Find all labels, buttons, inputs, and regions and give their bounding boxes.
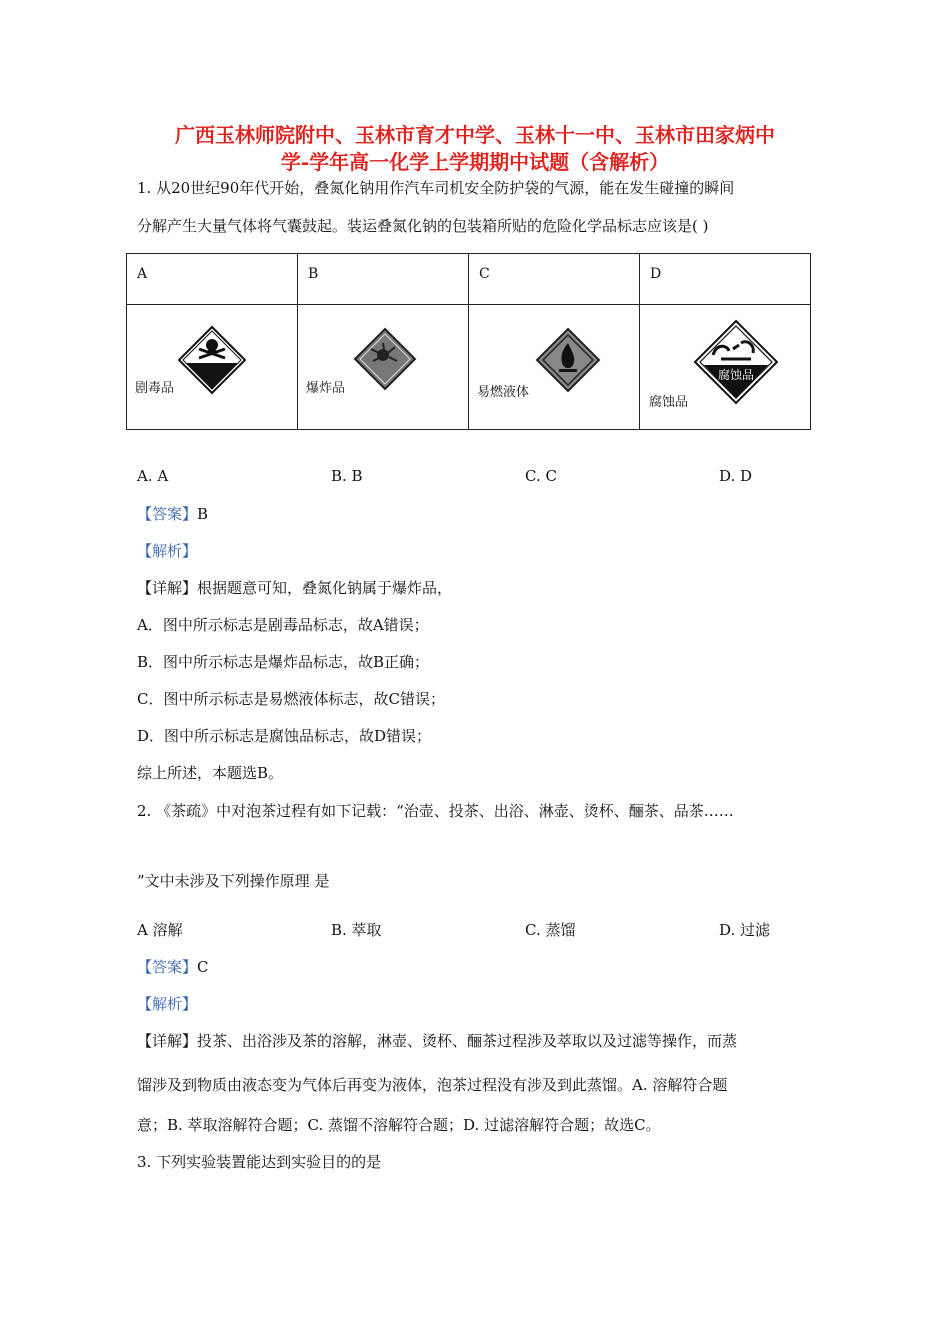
table-header-cell bbox=[640, 254, 811, 305]
header-label-a: A bbox=[137, 266, 148, 282]
answer-value: B bbox=[197, 505, 209, 523]
explosive-hazard-icon bbox=[353, 327, 417, 391]
sign-caption-a: 剧毒品 bbox=[135, 381, 175, 396]
detail-tag: 【详解】 bbox=[137, 1032, 198, 1050]
answer-tag: 【答案】 bbox=[137, 505, 198, 523]
title-line-1: 广西玉林师院附中、玉林市育才中学、玉林十一中、玉林市田家炳中 bbox=[175, 123, 775, 147]
sign-cell-c bbox=[469, 305, 640, 430]
flammable-hazard-icon bbox=[535, 327, 601, 393]
header-label-b: B bbox=[308, 266, 319, 282]
q1-conclusion: 综上所述，本题选B。 bbox=[137, 764, 284, 782]
q1-answer bbox=[137, 503, 208, 524]
header-label-c: C bbox=[479, 266, 490, 282]
table-header-cell bbox=[469, 254, 640, 305]
q2-choice-b: B. 萃取 bbox=[331, 921, 382, 939]
q2-analysis-tag: 【解析】 bbox=[137, 995, 198, 1013]
q1-choice-c: C. C bbox=[525, 467, 557, 485]
q2-choice-d: D. 过滤 bbox=[719, 921, 771, 939]
sign-cell-d bbox=[640, 305, 811, 430]
q2-choice-c: C. 蒸馏 bbox=[525, 921, 576, 939]
sign-cell-a bbox=[127, 305, 298, 430]
answer-tag: 【答案】 bbox=[137, 958, 198, 976]
answer-value: C bbox=[197, 958, 209, 976]
q2-answer bbox=[137, 956, 209, 977]
q1-choice-d: D. D bbox=[719, 467, 753, 485]
q1-explain-c: C．图中所示标志是易燃液体标志，故C错误； bbox=[137, 690, 445, 708]
toxic-hazard-icon bbox=[177, 325, 247, 395]
corrosive-sign-text: 腐蚀品 bbox=[717, 368, 755, 382]
q1-stem-line-2: 分解产生大量气体将气囊鼓起。装运叠氮化钠的包装箱所贴的危险化学品标志应该是( ) bbox=[137, 217, 709, 235]
q2-choice-a: A 溶解 bbox=[137, 921, 183, 939]
sign-cell-b bbox=[298, 305, 469, 430]
sign-caption-c: 易燃液体 bbox=[477, 385, 530, 400]
table-header-cell bbox=[127, 254, 298, 305]
q1-explain-b: B．图中所示标志是爆炸品标志，故B正确； bbox=[137, 653, 430, 671]
detail-text: 投茶、出浴涉及茶的溶解，淋壶、烫杯、酾茶过程涉及萃取以及过滤等操作，而蒸 bbox=[197, 1032, 738, 1050]
q2-stem-line-2: ”文中未涉及下列操作原理 是 bbox=[137, 872, 330, 890]
sign-caption-b: 爆炸品 bbox=[306, 381, 346, 396]
q2-detail-line-2: 馏涉及到物质由液态变为气体后再变为液体，泡茶过程没有涉及到此蒸馏。A. 溶解符合题 bbox=[137, 1076, 728, 1094]
q1-options-table bbox=[126, 253, 811, 430]
q1-explain-d: D．图中所示标志是腐蚀品标志，故D错误； bbox=[137, 727, 432, 745]
q1-detail bbox=[137, 577, 452, 598]
title-line-2: 学-学年高一化学上学期期中试题（含解析） bbox=[280, 150, 670, 174]
sign-caption-d: 腐蚀品 bbox=[649, 395, 689, 410]
corrosive-hazard-icon bbox=[693, 319, 779, 405]
document-title bbox=[120, 122, 830, 176]
table-header-cell bbox=[298, 254, 469, 305]
detail-tag: 【详解】 bbox=[137, 579, 198, 597]
q1-analysis-tag: 【解析】 bbox=[137, 542, 198, 560]
q2-stem-line-1: 2. 《茶疏》中对泡茶过程有如下记载：“治壶、投茶、出浴、淋壶、烫杯、酾茶、品茶…… bbox=[137, 802, 734, 820]
q1-explain-a: A．图中所示标志是剧毒品标志，故A错误； bbox=[137, 616, 429, 634]
q1-stem-line-1: 1. 从20世纪90年代开始，叠氮化钠用作汽车司机安全防护袋的气源，能在发生碰撞的瞬间 bbox=[137, 179, 735, 197]
q3-stem: 3. 下列实验装置能达到实验目的的是 bbox=[137, 1153, 382, 1171]
q2-detail-line-3: 意；B. 萃取溶解符合题；C. 蒸馏不溶解符合题；D. 过滤溶解符合题；故选C。 bbox=[137, 1116, 661, 1134]
detail-text: 根据题意可知，叠氮化钠属于爆炸品， bbox=[197, 579, 453, 597]
q1-choice-b: B. B bbox=[331, 467, 363, 485]
header-label-d: D bbox=[650, 266, 662, 282]
q2-detail-line-1 bbox=[137, 1030, 737, 1051]
q1-choice-a: A. A bbox=[137, 467, 169, 485]
